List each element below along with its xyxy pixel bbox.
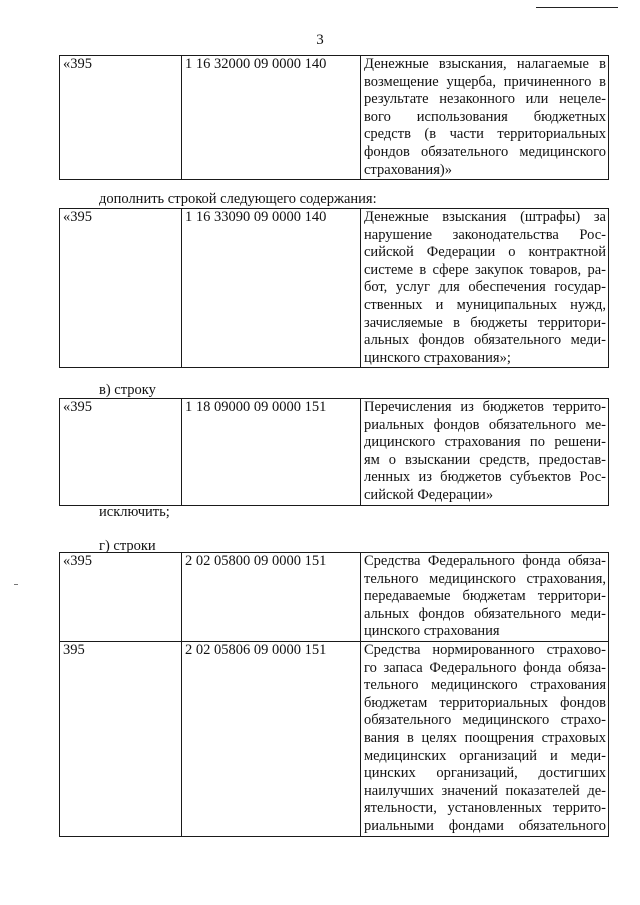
- description-cell: [361, 553, 609, 642]
- description-line: альных фондов обязательного меди-: [364, 332, 606, 349]
- description-line: цинского страхования»;: [364, 349, 511, 366]
- budget-code-cell: 1 18 09000 09 0000 151: [182, 399, 361, 506]
- description-line: сийской Федерации о контрактной: [364, 244, 606, 261]
- codes-table-2: [59, 208, 609, 368]
- description-line: цинских организаций, достигших: [364, 765, 606, 782]
- description-cell: [361, 399, 609, 506]
- budget-code-cell: 2 02 05800 09 0000 151: [182, 553, 361, 642]
- top-rule: [536, 7, 618, 8]
- description-line: возмещение ущерба, причиненного в: [364, 73, 606, 90]
- instruction-exclude: исключить;: [99, 504, 170, 520]
- description-line: результате незаконного или нецеле-: [364, 91, 606, 108]
- description-cell: [361, 56, 609, 180]
- instruction-rows-g: г) строки: [99, 538, 156, 554]
- description-cell: [361, 209, 609, 368]
- description-line: наилучших значений показателей де-: [364, 782, 606, 799]
- description-line: тельного медицинского страхования: [364, 677, 606, 694]
- description-line: ленных из бюджетов субъектов Рос-: [364, 469, 606, 486]
- description-cell: [361, 641, 609, 836]
- description-line: Перечисления из бюджетов террито-: [364, 399, 606, 415]
- margin-mark: [14, 584, 18, 585]
- budget-code-cell: 2 02 05806 09 0000 151: [182, 641, 361, 836]
- codes-table-3: [59, 398, 609, 506]
- description-line: тельного медицинского страхования,: [364, 570, 606, 587]
- description-line: Денежные взыскания (штрафы) за: [364, 209, 606, 225]
- description-line: го запаса Федерального фонда обяза-: [364, 659, 606, 676]
- description-line: бот, услуг для обеспечения государ-: [364, 279, 606, 296]
- description-line: вания в целях поощрения страховых: [364, 729, 606, 746]
- description-line: Средства Федерального фонда обяза-: [364, 553, 606, 569]
- description-line: зачисляемые в бюджеты территори-: [364, 314, 606, 331]
- description-line: ственных и муниципальных нужд,: [364, 296, 606, 313]
- description-line: медицинских организаций и меди-: [364, 747, 606, 764]
- description-line: альных фондов обязательного меди-: [364, 605, 606, 622]
- description-line: ям о взыскании средств, предостав-: [364, 451, 606, 468]
- description-line: сийской Федерации»: [364, 486, 494, 503]
- description-line: цинского страхования: [364, 623, 500, 640]
- budget-code-cell: 1 16 32000 09 0000 140: [182, 56, 361, 180]
- description-line: дицинского страхования по решени-: [364, 434, 606, 451]
- description-line: нарушение законодательства Рос-: [364, 226, 606, 243]
- table-row: [60, 209, 609, 368]
- budget-code-cell: 1 16 33090 09 0000 140: [182, 209, 361, 368]
- admin-code-cell: «395: [60, 209, 182, 368]
- description-line: бюджетам территориальных фондов: [364, 694, 606, 711]
- description-line: страхования)»: [364, 161, 452, 178]
- codes-table-4: [59, 552, 609, 837]
- admin-code-cell: «395: [60, 553, 182, 642]
- description-line: ятельности, установленных террито-: [364, 800, 606, 817]
- table-row: [60, 399, 609, 506]
- description-line: вого использования бюджетных: [364, 108, 606, 125]
- instruction-add: дополнить строкой следующего содержания:: [99, 191, 377, 207]
- description-line: передаваемые бюджетам территори-: [364, 588, 606, 605]
- description-line: риальных фондов обязательного ме-: [364, 416, 606, 433]
- table-row: [60, 56, 609, 180]
- page-number: 3: [316, 32, 324, 48]
- description-line: обязательного медицинского страхо-: [364, 712, 606, 729]
- table-row: [60, 553, 609, 642]
- description-line: средств (в части территориальных: [364, 126, 606, 143]
- admin-code-cell: «395: [60, 56, 182, 180]
- description-line: риальными фондами обязательного: [364, 817, 606, 834]
- description-line: Средства нормированного страхово-: [364, 641, 606, 658]
- admin-code-cell: «395: [60, 399, 182, 506]
- description-line: фондов обязательного медицинского: [364, 143, 606, 160]
- instruction-row-v: в) строку: [99, 382, 156, 398]
- admin-code-cell: 395: [60, 641, 182, 836]
- codes-table-1: [59, 55, 609, 180]
- table-row: [60, 641, 609, 836]
- description-line: системе в сфере закупок товаров, ра-: [364, 261, 606, 278]
- description-line: Денежные взыскания, налагаемые в: [364, 56, 606, 72]
